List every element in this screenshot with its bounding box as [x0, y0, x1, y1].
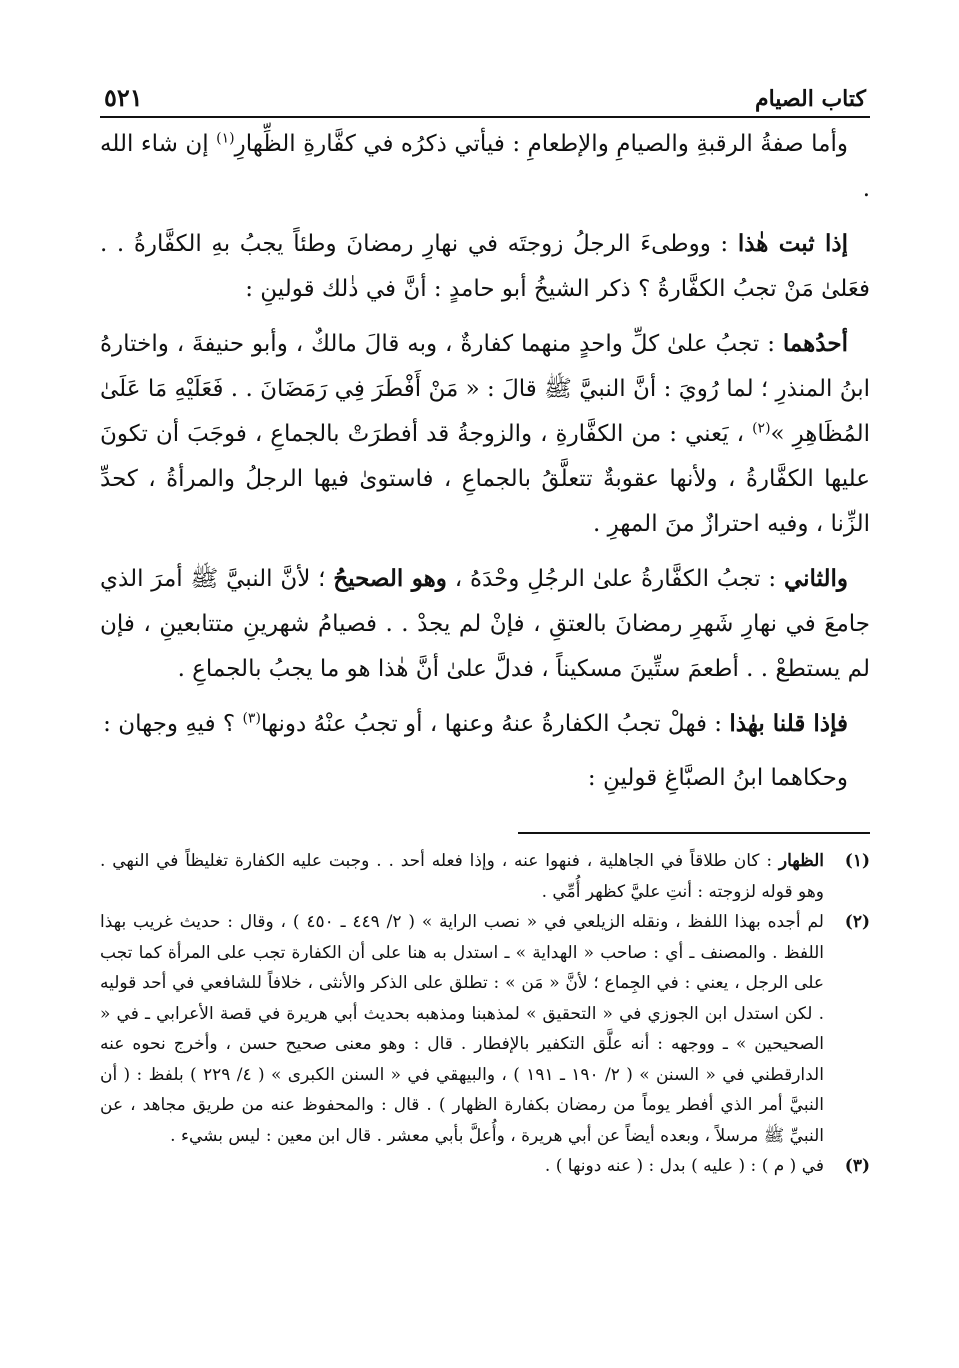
footnote: (٣) في ( م ) : ( عليه ) بدل : ( عنه دونها ) .	[100, 1151, 870, 1182]
chapter-title: كتاب الصيام	[754, 86, 866, 112]
paragraph: وحكاهما ابنُ الصبَّاغِ قولينِ :	[587, 765, 848, 791]
paragraph-lead: فإذا قلنا بهٰذا	[729, 710, 848, 737]
paragraph: إذا ثبت هٰذا : ووطىءَ الرجلُ زوجتَه في نهارِ رمضانَ وطئاً يجبُ بهِ الكفَّارةُ . . فعَلىٰ مَنْ تجبُ الكفَّارةُ ؟ ذكر الشيخُ أبو حامدٍ : أنَّ في ذٰلك قولينِ :	[100, 230, 870, 302]
footnote-number: (٢)	[844, 912, 870, 932]
paragraph: أحدُهما : تجبُ علىٰ كلِّ واحدٍ منهما كفارةٌ ، وبه قالَ مالكٌ ، وأبو حنيفةَ ، واختارهُ ابنُ المنذرِ ؛ لما رُويَ : أنَّ النبيَّ ﷺ قالَ : « مَنْ أَفْطَرَ فِي رَمَضَانَ . . فَعَلَيْهِ مَا عَلَىٰ المُظَاهِرِ »$^{(٢)}$ ، يَعني : من الكفَّارةِ ، والزوجةُ قد أفطرَتْ بالجماعِ ، فوجَبَ أن تكونَ عليها الكفَّارةُ ، ولأنها عقوبةٌ تتعلَّقُ بالجماعِ ، فاستوىٰ فيها الرجلُ والمرأةُ ، كحدِّ الزِّنا ، وفيه احترازٌ منَ المهرِ .	[100, 330, 870, 537]
footnote-separator	[518, 832, 870, 834]
footnote-lead: الظهار	[778, 851, 824, 871]
running-header	[100, 70, 870, 118]
paragraph: والثاني : تجبُ الكفَّارةُ علىٰ الرجُلِ وحْدَهُ ، وهو الصحيحُ ؛ لأنَّ النبيَّ ﷺ أمرَ الذي جامعَ في نهارِ شَهرِ رمضانَ بالعتقِ ، فإنْ لم يجدْ . . فصيامُ شهرينِ متتابعينِ ، فإن لم يستطعْ . . أطعمَ ستِّينَ مسكيناً ، فدلَّ علىٰ أنَّ هٰذا هو ما يجبُ بالجماعِ .	[100, 565, 870, 682]
footnote-ref: (٣)	[242, 710, 261, 727]
footnote: (٢) لم أجده بهذا اللفظ ، ونقله الزيلعي في « نصب الراية » ( ٢/ ٤٤٩ ـ ٤٥٠ ) ، وقال : حديث غريب بهذا اللفظ . والمصنف ـ أي : صاحب « الهداية » ـ استدل به هنا على أن الكفارة تجب على المرأة كما تجب على الرجل ، يعني : في الجِماع ؛ لأنَّ « مَن » : تطلق على الذكر والأنثى ، خلافاً للشافعي في أحد قوليه . لكن استدل ابن الجوزي في « التحقيق » لمذهبنا ومذهبه بحديث أبي هريرة في قصة الأعرابي ـ في « الصحيحين » ـ ووجهه : أنه علَّق التكفير بالإفطار . قال : وهو معنى صحيح حسن ، وأخرج نحوه عنه الدارقطني في « السنن » ( ٢/ ١٩٠ ـ ١٩١ ) ، والبيهقي في « السنن الكبرى » ( ٤/ ٢٢٩ ) بلفظ : ( أن النبيَّ أمر الذي أفطر يوماً من رمضان بكفارة الظهار ) . قال : والمحفوظ عنه من طريق مجاهد ، عن النبيِّ ﷺ مرسلاً ، وبعده أيضاً عن أبي هريرة ، وأُعلَّ بأبي معشر . قال ابن معين : ليس بشيء .	[100, 907, 870, 1151]
emphasis: وهو الصحيحُ	[333, 565, 447, 592]
main-text	[100, 122, 870, 801]
paragraph-lead: إذا ثبت هٰذا	[737, 230, 848, 257]
footnote-ref: (٢)	[752, 420, 771, 437]
paragraph-lead: أحدُهما	[782, 330, 848, 357]
paragraph: فإذا قلنا بهٰذا : فهلْ تجبُ الكفارةُ عنهُ وعنها ، أو تجبُ عنْهُ دونها$^{(٣)}$ ؟ فيهِ وجهان :	[103, 710, 848, 737]
page-number: ٥٢١	[104, 83, 143, 112]
footnote: (١) الظهار : كان طلاقاً في الجاهلية ، فنهوا عنه ، وإذا فعله أحد . . وجبت عليه الكفارة تغليظاً في النهي . وهو قوله لزوجته : أنتِ عليَّ كظهر أُمِّي .	[100, 846, 870, 907]
footnote-ref: (١)	[216, 130, 235, 147]
paragraph: وأما صفةُ الرقبةِ والصيامِ والإطعامِ : فيأتي ذكرُه في كفَّارةِ الظِّهارِ$^{(١)}$ إن شاء الله .	[100, 130, 870, 202]
paragraph-lead: والثاني	[783, 565, 849, 592]
footnotes	[100, 846, 870, 1182]
book-page	[100, 70, 870, 1182]
footnote-number: (٣)	[844, 1156, 870, 1176]
footnote-number: (١)	[844, 851, 870, 871]
